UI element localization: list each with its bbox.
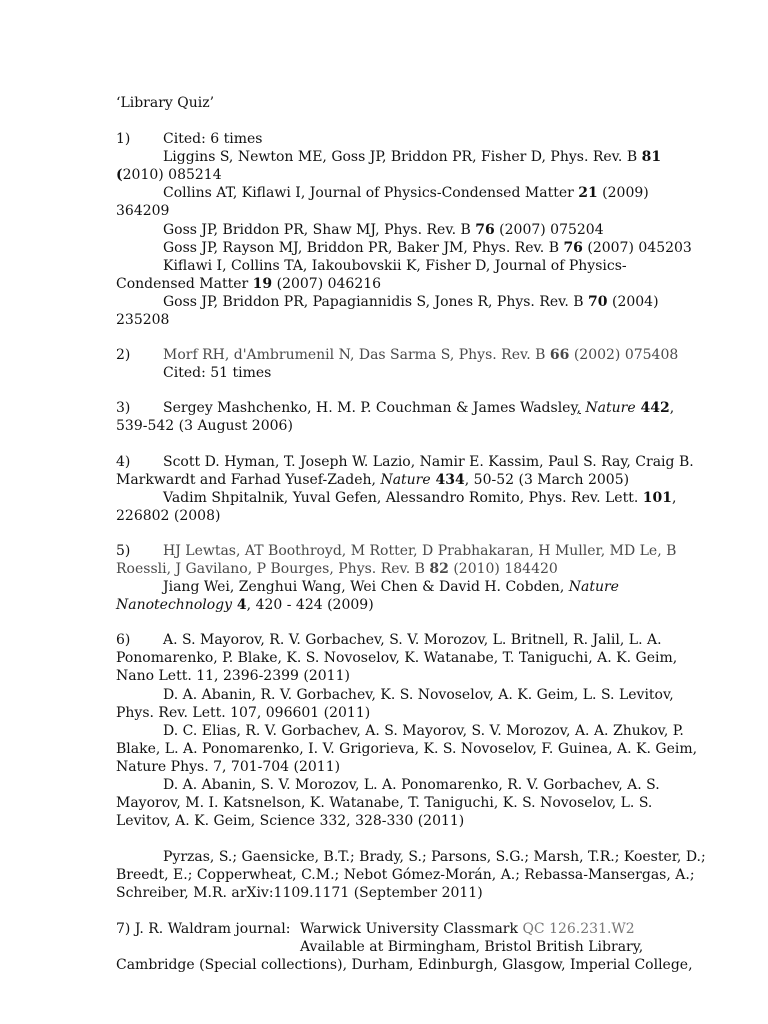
reference-text: Liggins S, Newton ME, Goss JP, Briddon PR, Fisher D, Phys. Rev. B (163, 149, 638, 166)
item-number: 5) (116, 542, 131, 559)
item-number: 7) (116, 920, 131, 937)
reference-text: , (671, 489, 677, 506)
reference-text: D. A. Abanin, R. V. Gorbachev, K. S. Novoselov, A. K. Geim, L. S. Levitov, (163, 686, 674, 703)
journal-name: Nanotechnology (116, 597, 233, 614)
volume: 434 (430, 471, 465, 488)
item-number: 3) (116, 400, 131, 417)
reference-text: Vadim Shpitalnik, Yuval Gefen, Alessandro Romito, Phys. Rev. Lett. (163, 489, 639, 506)
reference-text: Mayorov, M. I. Katsnelson, K. Watanabe, T. Taniguchi, K. S. Novoselov, L. S. (116, 795, 653, 812)
quiz-item-4 (116, 453, 694, 525)
cited-count: Cited: 51 times (163, 365, 272, 382)
reference-text: , 50-52 (3 March 2005) (464, 471, 630, 488)
journal-name: Nature (568, 579, 619, 596)
volume: 82 (429, 560, 449, 577)
quiz-item-2 (116, 346, 679, 382)
quiz-item-1 (116, 130, 692, 329)
reference-text: , 420 - 424 (2009) (246, 597, 374, 614)
reference-text: Jiang Wei, Zenghui Wang, Wei Chen & David H. Cobden, (163, 579, 565, 596)
reference-text: Kiflawi I, Collins TA, Iakoubovskii K, Fisher D, Journal of Physics- (163, 257, 627, 274)
reference-text: Markwardt and Farhad Yusef-Zadeh, (116, 471, 376, 488)
reference-text: HJ Lewtas, AT Boothroyd, M Rotter, D Prabhakaran, H Muller, MD Le, B (163, 542, 677, 559)
reference-text: Nature Phys. 7, 701-704 (2011) (116, 758, 341, 775)
availability-text: Available at Birmingham, Bristol British Library, (300, 938, 644, 955)
reference-text: Pyrzas, S.; Gaensicke, B.T.; Brady, S.; Parsons, S.G.; Marsh, T.R.; Koester, D.; (163, 849, 706, 866)
reference-text: Levitov, A. K. Geim, Science 332, 328-330 (2011) (116, 813, 465, 830)
reference-text: (2007) 046216 (272, 275, 382, 292)
quiz-item-7 (116, 920, 693, 974)
reference-text: D. C. Elias, R. V. Gorbachev, A. S. Mayorov, S. V. Morozov, A. A. Zhukov, P. (163, 722, 684, 739)
reference-text: Goss JP, Briddon PR, Shaw MJ, Phys. Rev. B (163, 221, 471, 238)
reference-text: (2002) 075408 (569, 347, 679, 364)
classmark-label: Warwick University Classmark (300, 920, 518, 937)
reference-text: 235208 (116, 312, 170, 329)
reference-text: Phys. Rev. Lett. 107, 096601 (2011) (116, 704, 371, 721)
cited-count: Cited: 6 times (163, 131, 263, 148)
item-number: 2) (116, 347, 131, 364)
reference-text: Collins AT, Kiflawi I, Journal of Physics-Condensed Matter (163, 185, 574, 202)
reference-text: Roessli, J Gavilano, P Bourges, Phys. Rev. B (116, 560, 425, 577)
volume: 101 (642, 489, 672, 506)
reference-text: Morf RH, d'Ambrumenil N, Das Sarma S, Phys. Rev. B (163, 347, 546, 364)
reference-text: Nano Lett. 11, 2396-2399 (2011) (116, 668, 350, 685)
reference-text: Goss JP, Rayson MJ, Briddon PR, Baker JM, Phys. Rev. B (163, 239, 559, 256)
reference-text: Breedt, E.; Copperwheat, C.M.; Nebot Gómez-Morán, A.; Rebassa-Mansergas, A.; (116, 867, 695, 884)
availability-text: Cambridge (Special collections), Durham, Edinburgh, Glasgow, Imperial College, (116, 956, 693, 973)
volume: 21 (578, 185, 598, 202)
quiz-item-5 (116, 542, 677, 614)
reference-text: Ponomarenko, P. Blake, K. S. Novoselov, K. Watanabe, T. Taniguchi, A. K. Geim, (116, 650, 678, 667)
reference-text: Condensed Matter (116, 275, 249, 292)
reference-text: (2004) (607, 293, 659, 310)
volume: 19 (252, 275, 273, 292)
quiz-item-3 (116, 399, 675, 435)
reference-text: A. S. Mayorov, R. V. Gorbachev, S. V. Morozov, L. Britnell, R. Jalil, L. A. (163, 632, 662, 649)
volume: 4 (232, 597, 247, 614)
reference-text: 539-542 (3 August 2006) (116, 418, 293, 435)
reference-text: (2007) 075204 (494, 221, 604, 238)
reference-text: 226802 (2008) (116, 507, 221, 524)
document-page (116, 94, 706, 991)
reference-text: Blake, L. A. Ponomarenko, I. V. Grigorieva, K. S. Novoselov, F. Guinea, A. K. Geim, (116, 740, 698, 757)
reference-text: 2010) 085214 (122, 167, 222, 184)
item-number: 1) (116, 131, 131, 148)
classmark-code: QC 126.231.W2 (522, 920, 635, 937)
reference-text: Goss JP, Briddon PR, Papagiannidis S, Jones R, Phys. Rev. B (163, 293, 584, 310)
reference-text: Sergey Mashchenko, H. M. P. Couchman & James Wadsley (163, 400, 577, 417)
reference-text: (2007) 045203 (582, 239, 692, 256)
journal-name: Nature (380, 471, 431, 488)
journal-name: Nature (585, 400, 636, 417)
volume: 76 (475, 221, 495, 238)
reference-text: , (669, 400, 675, 417)
reference-text: (2009) (597, 185, 649, 202)
item-number: 4) (116, 453, 131, 470)
volume: 66 (549, 347, 570, 364)
volume: 70 (588, 293, 608, 310)
volume: 76 (563, 239, 583, 256)
reference-text: D. A. Abanin, S. V. Morozov, L. A. Ponomarenko, R. V. Gorbachev, A. S. (163, 777, 660, 793)
reference-text: 364209 (116, 203, 170, 220)
volume: 442 (635, 400, 670, 417)
quiz-item-6 (116, 631, 706, 902)
reference-text: (2010) 184420 (448, 560, 558, 577)
reference-text: , (576, 400, 581, 417)
volume: 81 (641, 149, 662, 166)
reference-text: Scott D. Hyman, T. Joseph W. Lazio, Namir E. Kassim, Paul S. Ray, Craig B. (163, 453, 694, 470)
reference-text: Schreiber, M.R. arXiv:1109.1171 (September 2011) (116, 885, 483, 902)
document-title: ‘Library Quiz’ (116, 95, 215, 111)
reference-text: ( (116, 167, 123, 184)
reference-text: J. R. Waldram journal: (134, 920, 291, 937)
item-number: 6) (116, 632, 131, 649)
